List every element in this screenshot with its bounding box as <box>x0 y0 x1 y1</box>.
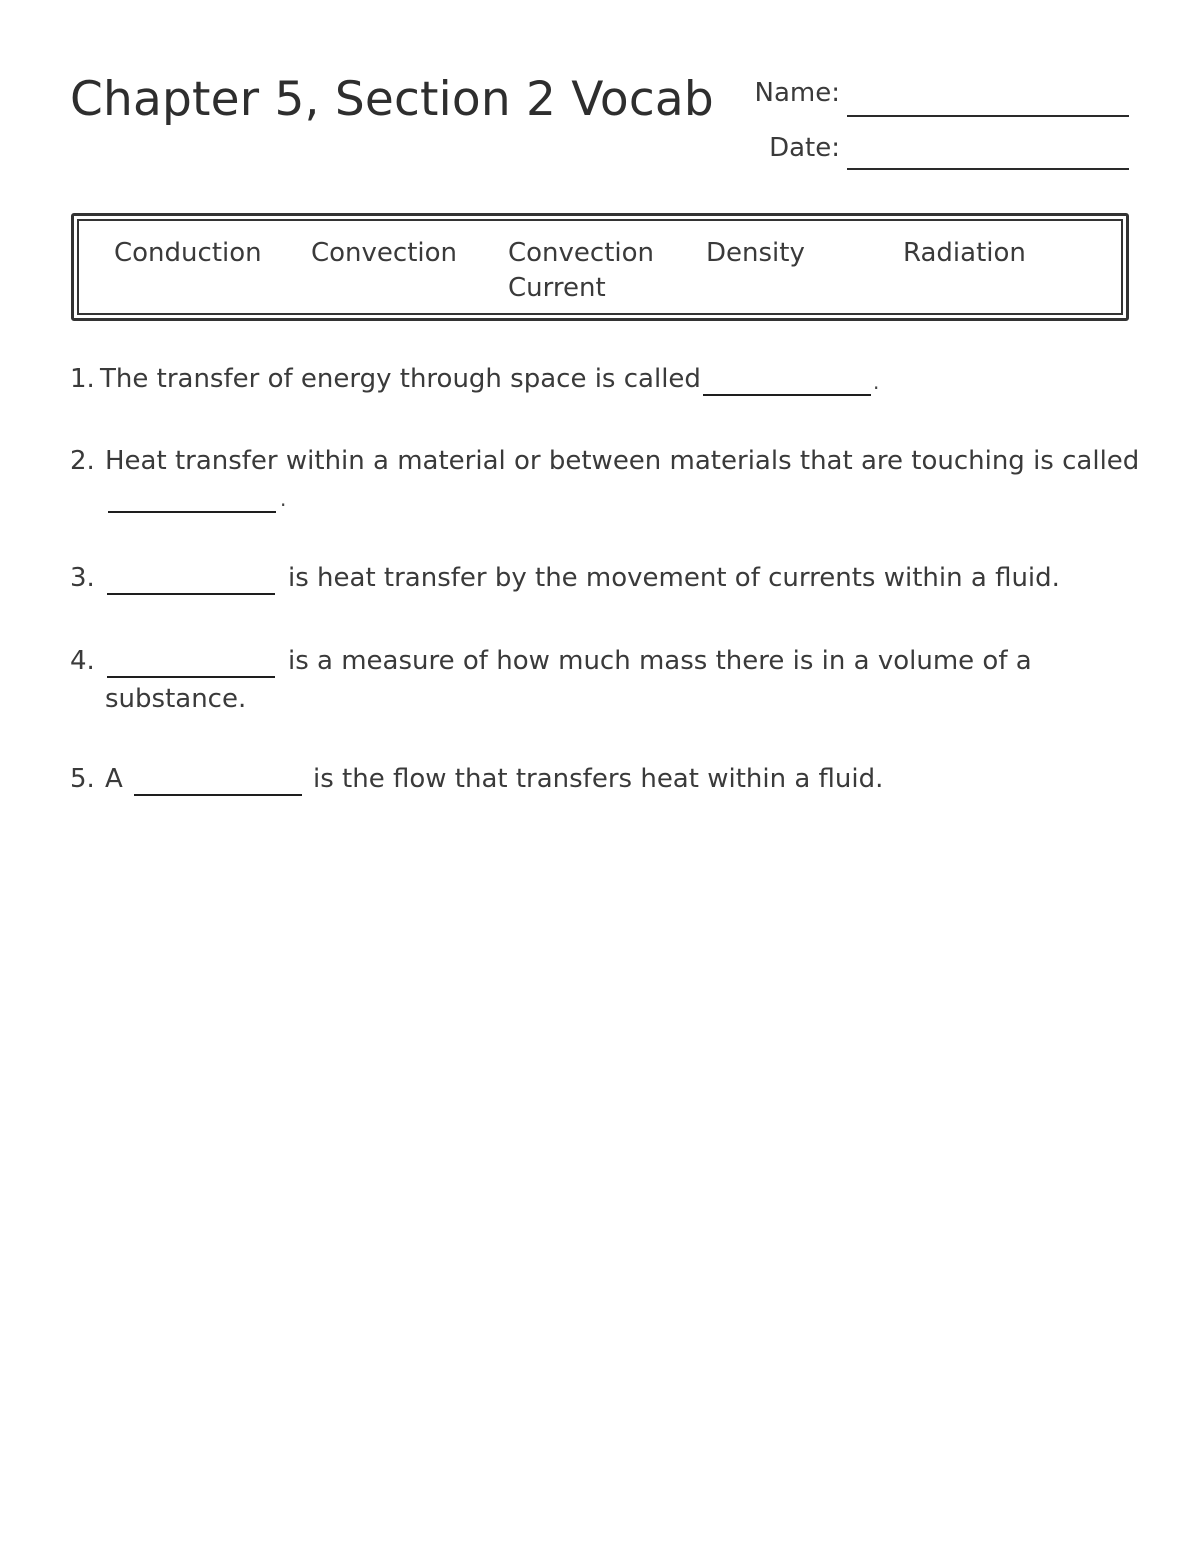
question-4-text: is a measure of how much mass there is in a volume of a <box>288 646 1032 676</box>
question-2-answer-blank[interactable] <box>108 511 276 513</box>
question-4-number: 4. <box>70 646 95 676</box>
question-2-period: . <box>280 487 287 511</box>
question-3-answer-blank[interactable] <box>107 593 275 595</box>
word-bank-box <box>71 213 1129 321</box>
word-bank-item-convection: Convection <box>311 238 458 268</box>
question-1-period: . <box>873 370 880 394</box>
question-2-text: Heat transfer within a material or between materials that are touching is called <box>105 446 1140 476</box>
question-3-text: is heat transfer by the movement of currents within a fluid. <box>288 563 1060 593</box>
question-1-answer-blank[interactable] <box>703 394 871 396</box>
name-label: Name: <box>754 78 840 108</box>
question-1-text: The transfer of energy through space is called <box>100 364 701 394</box>
date-line[interactable] <box>847 168 1129 170</box>
word-bank-item-density: Density <box>706 238 805 268</box>
question-4-answer-blank[interactable] <box>107 676 275 678</box>
question-5-text: is the flow that transfers heat within a fluid. <box>313 764 884 794</box>
question-5-answer-blank[interactable] <box>134 794 302 796</box>
question-5-text-start: A <box>105 764 123 794</box>
question-4-text-continued: substance. <box>105 684 247 714</box>
question-3-number: 3. <box>70 563 95 593</box>
date-label: Date: <box>769 133 840 163</box>
question-1-number: 1. <box>70 364 95 394</box>
word-bank-item-conduction: Conduction <box>114 238 262 268</box>
worksheet-title: Chapter 5, Section 2 Vocab <box>70 72 714 127</box>
name-line[interactable] <box>847 115 1129 117</box>
word-bank-item-radiation: Radiation <box>903 238 1026 268</box>
question-2-number: 2. <box>70 446 95 476</box>
question-5-number: 5. <box>70 764 95 794</box>
word-bank-item-convection-current: Convection Current <box>508 238 655 303</box>
